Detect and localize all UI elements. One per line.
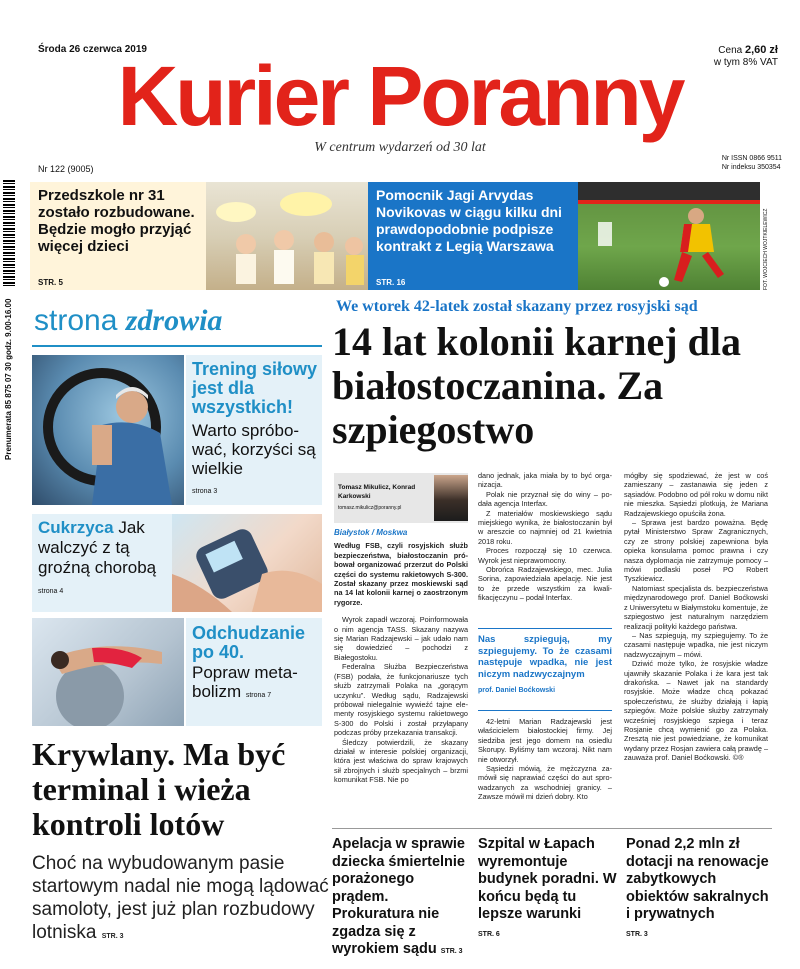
slim-body-wrap	[192, 663, 320, 705]
teaser-slimming[interactable]	[186, 618, 322, 726]
col2-para-2: Polak nie przyznał się do winy – podała agencja Interfax.	[478, 489, 612, 509]
teaser-grants-page: STR. 3	[626, 930, 648, 938]
teaser-appeal-wrap	[332, 836, 472, 961]
col2-para-1: dano jednak, jaka miała by to być organizacja.	[478, 471, 612, 490]
issn-box	[722, 154, 782, 172]
article-column-3	[624, 471, 768, 763]
teaser-hospital-text: Szpital w Łapach wyremontuje budynek poradni. W końcu będą tu lepsze warunki	[478, 836, 617, 922]
teaser-hospital-wrap	[478, 836, 618, 943]
training-page: strona 3	[192, 488, 218, 495]
fitness-photo	[32, 618, 184, 726]
col2-para-4: Proces rozpoczął się 10 czerwca. Wyrok jest nieprawomocny.	[478, 546, 612, 565]
teaser-kindergarten-page: STR. 5	[38, 278, 63, 287]
training-title: Trening siłowy jest dla wszystkich!	[192, 359, 318, 417]
airport-body: Choć na wybudowanym pasie startowym nadal nie mogą lądować samoloty, jest już plan rozbudowy lotniska	[32, 853, 329, 943]
teaser-novikovas-page: STR. 16	[376, 278, 406, 287]
quote-text: Nas szpiegują, my szpiegujemy. To że czasami następuje wpadka, nie jest niczym nadzwyczajnym	[478, 634, 612, 680]
airport-lead	[32, 852, 332, 948]
col3-para-4: – Nas szpiegują, my szpiegujemy. To że czasami następuje wpadka, nie jest niczym nadzwyczajnym – mówi.	[624, 630, 768, 659]
slim-page: strona 7	[245, 692, 272, 699]
col3-para-3: Natomiast specjalista ds. bezpieczeństwa międzynarodowego prof. Daniel Boćkowski z Uniwersytetu w Białymstoku komentuje, że szpiegostwo jest naturalnym narzędziem realizacji polityki każdego państwa.	[624, 583, 768, 631]
diabetes-page: strona 4	[38, 588, 64, 595]
col2b-para-2: Sąsiedzi mówią, że mężczyzna zamówił się naprawiać części do aut sprowadzanych za wschodniej granicy. – Zawsze mówił mi dzień dobry. Kto	[478, 764, 612, 802]
airport-page: STR. 3	[101, 933, 124, 940]
col1-para-3: Śledczy potwierdzili, że skazany działał w interesie polskiej organizacji, która jest właściwa do spraw krajowych sił zbrojnych i służb specjalnych – brzmi komunikat FSB. Nie po	[334, 737, 468, 785]
diabetes-text	[38, 518, 174, 602]
main-kicker: We wtorek 42-latek został skazany przez rosyjski sąd	[336, 298, 698, 315]
index-number: Nr indeksu 350354	[721, 164, 781, 171]
article-column-2	[478, 471, 612, 603]
training-photo	[32, 355, 184, 505]
price-box	[714, 44, 778, 69]
quote-author: prof. Daniel Boćkowski	[478, 687, 556, 694]
diabetes-body: Jak walczyć z tą groźną chorobą	[38, 518, 157, 577]
teaser-kindergarten[interactable]	[30, 182, 208, 290]
health-section-prefix: strona	[34, 304, 118, 337]
teaser-appeal[interactable]	[332, 834, 472, 957]
authors-email: tomasz.mikulicz@poranny.pl	[338, 505, 402, 511]
authors-names: Tomasz Mikulicz, Konrad Karkowski	[338, 484, 416, 500]
newspaper-title: Kurier Poranny	[117, 49, 683, 143]
issue-date: Środa 26 czerwca 2019	[38, 44, 147, 55]
col2-para-3: Z materiałów moskiewskiego sądu miejskiego wynika, że białostoczanin był w areszcie co najmniej od 21 kwietnia 2018 roku.	[478, 508, 612, 546]
col1-para-2: Federalna Służba Bezpieczeństwa (FSB) podała, że funkcjonariusze tych służb zatrzymali Polaka na „gorącym uczynku”. Według sądu, Radzajewski próbował nielegalnie wywieźć tajne elementy rosyjskiego systemu rakietowego S-300 do Polski i został przyłapany podczas próby przekazania transakcji.	[334, 662, 468, 738]
teaser-training[interactable]	[186, 355, 322, 505]
article-column-2b	[478, 717, 612, 802]
health-section-title	[34, 304, 222, 338]
col2b-para-1: 42-letni Marian Radzajewski jest właścicielem białostockiej firmy. Jej siedziba jest jego domem na osiedlu Skorupy. Byliśmy tam wczoraj. Nikt nam nie otworzył.	[478, 717, 612, 764]
col3-para-5: Dziwić może tylko, że rosyjskie władze ujawniły skazanie Polaka i że kara jest tak drakońska. – Nawet jak na standardy rosyjskie. Może władze chcą pokazać społeczeństwu, że służby działają i łapią szpiegów. Może polskie służby zatrzymały wcześniej rosyjskiego szpiega i teraz Rosjanie chcą wymienić go za Polaka. Zresztą nie jest powiedziane, że komunikat wydany przez Rosjan zawiera całą prawdę – zauważa prof. Daniel Boćkowski. ©®	[624, 659, 768, 763]
slim-title: Odchudzanie po 40.	[192, 623, 306, 662]
price-label: Cena	[718, 45, 743, 56]
price-value: 2,60 zł	[744, 44, 778, 56]
barcode	[3, 180, 15, 288]
section-divider	[32, 345, 322, 347]
dateline: Białystok / Moskwa	[334, 528, 408, 537]
teaser-appeal-text: Apelacja w sprawie dziecka śmiertelnie porażonego prądem. Prokuratura nie zgadza się z wyrokiem sądu	[332, 836, 465, 957]
teaser-grants[interactable]	[626, 834, 772, 942]
col2-para-5: Obrońca Radzajewskiego, mec. Julia Sorina, zapowiedziała apelację. Nie jest to że przede wszystkim za kwalifikacjęczynu – podał Interfax.	[478, 565, 612, 603]
col1-para-1: Wyrok zapadł wczoraj. Poinformowała o nim agencja TASS. Skazany nazywa się Marian Radzajewski – jak udało nam się dowiedzieć – pochodzi z Białegostoku.	[334, 615, 468, 662]
author-photo	[434, 475, 468, 521]
col3-para-2: – Sprawa jest bardzo poważna. Będę pytał Ministerstwo Spraw Zagranicznych, czy ze strony polskiej zapewniona była opieka konsularna pomoc prawna i czy nasza dyplomacja nie zatrzymuje pomocy – mówi podlaski poseł PO Robert Tyszkiewicz.	[624, 518, 768, 584]
subscription-info	[4, 300, 18, 460]
pull-quote	[478, 634, 612, 695]
vat-note: w tym 8% VAT	[713, 57, 778, 68]
bottom-divider	[332, 828, 772, 829]
tagline: W centrum wydarzeń od 30 lat	[314, 140, 486, 155]
photo-credit	[763, 208, 773, 290]
photo-credit-text: FOT. WOJCIECH WOJTKIELEWICZ	[763, 208, 769, 290]
teaser-appeal-page: STR. 3	[440, 948, 463, 955]
teaser-grants-wrap	[626, 836, 772, 943]
teaser-hospital[interactable]	[478, 834, 620, 942]
teaser-kindergarten-text: Przedszkole nr 31 zostało rozbudowane. Będzie mogło przyjąć więcej dzieci	[38, 187, 195, 255]
teaser-diabetes[interactable]	[32, 514, 172, 612]
main-headline[interactable]: 14 lat kolonii karnej dla białostoczanina. Za szpiegostwo	[332, 319, 741, 452]
teaser-novikovas[interactable]	[368, 182, 578, 290]
teaser-hospital-page: STR. 6	[478, 930, 500, 938]
issn-number: Nr ISSN 0866 9511	[721, 155, 782, 162]
diabetes-title: Cukrzyca	[38, 518, 114, 537]
col3-para-1: mógłby się spodziewać, że jest w coś zamieszany – zastanawia się jeden z sąsiadów. Podobno od pół roku w domu nikt nie mieszka. Sąsiedzi plotkują, że Mariana Radzajewskiego opuściła żona.	[624, 471, 768, 518]
teaser-novikovas-text: Pomocnik Jagi Arvydas Novikovas w ciągu kilku dni prawdopodobnie podpisze kontrakt z Legią Warszawa	[376, 187, 562, 254]
quote-rule-top	[478, 628, 612, 629]
kindergarten-photo	[206, 182, 368, 290]
airport-headline[interactable]: Krywlany. Ma być terminal i wieża kontroli lotów	[32, 736, 286, 842]
issue-number: Nr 122 (9005)	[38, 164, 94, 174]
football-photo	[578, 182, 760, 290]
health-section-name: zdrowia	[125, 304, 223, 337]
training-body: Warto spróbować, korzyści są wielkie	[192, 421, 316, 478]
article-lead: Według FSB, czyli rosyjskich służb bezpieczeństwa, białostoczanin próbował organizować przerzut do Polski części do systemu rakietowych S-300. Został skazany przez moskiewski sąd na 14 lat kolonii karnej o zaostrzonym rygorze.	[334, 541, 468, 607]
teaser-grants-text: Ponad 2,2 mln zł dotacji na renowacje zabytkowych obiektów sakralnych i prywatnych	[626, 836, 769, 922]
subscription-text: Prenumerata 85 875 07 30 godz. 9.00-16.00	[4, 298, 13, 460]
quote-rule-bottom	[478, 710, 612, 711]
slim-body: Popraw metabolizm	[192, 663, 298, 701]
glucometer-photo	[172, 514, 322, 612]
article-column-1	[334, 528, 468, 785]
